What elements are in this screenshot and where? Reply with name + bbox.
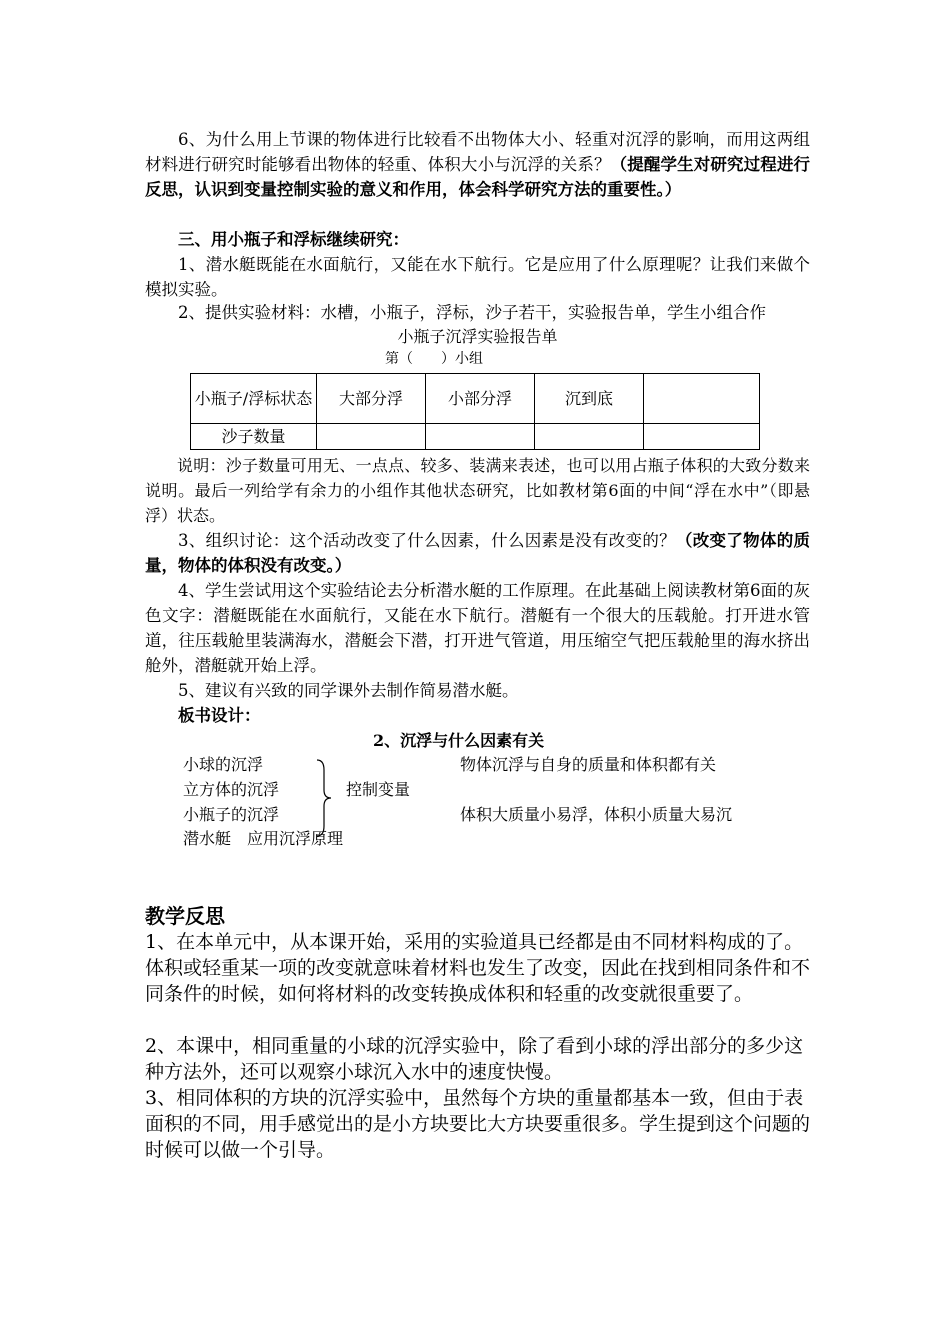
table-row (191, 424, 760, 450)
reflection-title: 教学反思 (145, 904, 225, 928)
board-label: 板书设计： (178, 706, 261, 725)
table-cell: 小部分浮 (426, 374, 535, 424)
board-middle: 控制变量 (346, 780, 411, 799)
reflection-3: 3、相同体积的方块的沉浮实验中，虽然每个方块的重量都基本一致，但由于表面积的不同，用手感觉出的是小方块要比大方块要重很多。学生提到这个问题的时候可以做一个引导。 (145, 1087, 811, 1161)
reflection-1: 1、在本单元中，从本课开始，采用的实验道具已经都是由不同材料构成的了。体积或轻重某一项的改变就意味着材料也发生了改变，因此在找到相同条件和不同条件的时候，如何将材料的改变转换成体积和轻重的改变就很重要了。 (145, 931, 811, 1005)
table-cell: 沙子数量 (191, 424, 317, 450)
item-3 (145, 528, 810, 578)
board-left-4: 潜水艇 应用沉浮原理 (183, 829, 344, 848)
item-3-text: 3、组织讨论：这个活动改变了什么因素，什么因素是没有改变的？ (178, 531, 676, 550)
table-header-row (191, 374, 760, 424)
paragraph-6 (145, 127, 810, 202)
report-group: 第（ ）小组 (385, 351, 483, 367)
table-cell (317, 424, 426, 450)
board-left-1: 小球的沉浮 (183, 755, 264, 774)
table-cell: 小瓶子/浮标状态 (191, 374, 317, 424)
table-cell: 沉到底 (535, 374, 644, 424)
table-cell (644, 374, 760, 424)
board-right-2: 体积大质量小易浮，体积小质量大易沉 (460, 805, 733, 824)
section-3-title: 三、用小瓶子和浮标继续研究： (178, 230, 409, 249)
table-cell (644, 424, 760, 450)
report-table (190, 373, 760, 450)
table-cell: 大部分浮 (317, 374, 426, 424)
table-cell (535, 424, 644, 450)
table-cell (426, 424, 535, 450)
table-note: 说明：沙子数量可用无、一点点、较多、装满来表述，也可以用占瓶子体积的大致分数来说明。最后一列给学有余力的小组作其他状态研究，比如教材第6面的中间“浮在水中”（即悬浮）状态。 (145, 456, 810, 525)
board-left-3: 小瓶子的沉浮 (183, 805, 280, 824)
board-title: 2、沉浮与什么因素有关 (373, 731, 545, 750)
paragraph-6-bold-note: （提醒学生对研究过程进行反思，认识到变量控制实验的意义和作用，体会科学研究方法的重要性。） (145, 155, 811, 199)
item-4: 4、学生尝试用这个实验结论去分析潜水艇的工作原理。在此基础上阅读教材第6面的灰色文字：潜艇既能在水面航行，又能在水下航行。潜艇有一个很大的压载舱。打开进水管道，往压载舱里装满海水，潜艇会下潜，打开进气管道，用压缩空气把压载舱里的海水挤出舱外，潜艇就开始上浮。 (145, 581, 810, 675)
item-2: 2、提供实验材料：水槽，小瓶子，浮标，沙子若干，实验报告单，学生小组合作 (178, 303, 766, 322)
board-left-2: 立方体的沉浮 (183, 780, 280, 799)
report-title: 小瓶子沉浮实验报告单 (397, 327, 558, 346)
brace-icon (314, 758, 334, 838)
paragraph-6-text: 6、为什么用上节课的物体进行比较看不出物体大小、轻重对沉浮的影响，而用这两组材料进行研究时能够看出物体的轻重、体积大小与沉浮的关系？ (145, 130, 810, 174)
item-5: 5、建议有兴致的同学课外去制作简易潜水艇。 (178, 681, 519, 700)
item-1: 1、潜水艇既能在水面航行，又能在水下航行。它是应用了什么原理呢？让我们来做个模拟实验。 (145, 255, 810, 299)
reflection-2: 2、本课中，相同重量的小球的沉浮实验中，除了看到小球的浮出部分的多少这种方法外，还可以观察小球沉入水中的速度快慢。 (145, 1035, 804, 1083)
item-3-bold-answer: （改变了物体的质量，物体的体积没有改变。） (145, 531, 811, 575)
board-right-1: 物体沉浮与自身的质量和体积都有关 (460, 755, 717, 774)
